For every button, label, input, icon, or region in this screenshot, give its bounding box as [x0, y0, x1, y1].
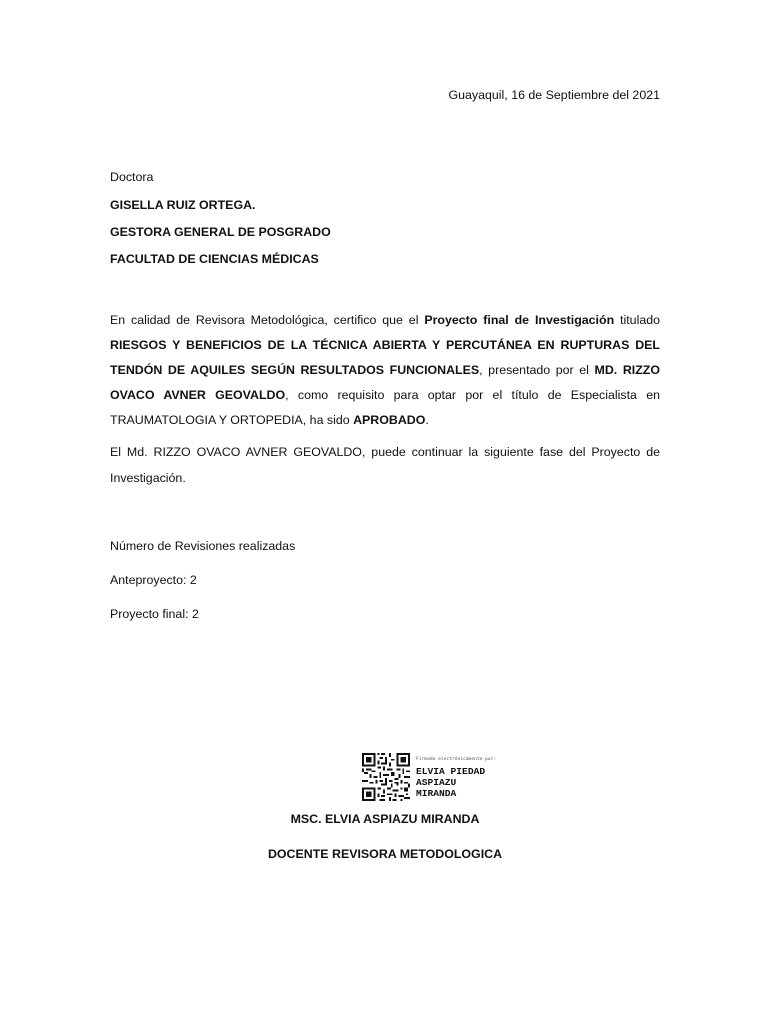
project-type: Proyecto final de Investigación [424, 313, 615, 327]
p1-text-d: , presentado por el [479, 363, 595, 377]
date-line: Guayaquil, 16 de Septiembre del 2021 [448, 88, 660, 102]
p1-text-e: , como requisito para optar por el título de Especialista en TRAUMATOLOGIA Y ORTOPEDIA, ha sido [110, 388, 661, 427]
revisions-proyecto-final: Proyecto final: 2 [110, 607, 199, 621]
signature-name [416, 766, 485, 799]
signature-name-line2: ASPIAZU [416, 777, 457, 788]
certification-paragraph [110, 308, 660, 433]
status-approved: APROBADO [353, 413, 426, 427]
student-name: MD. RIZZO OVACO AVNER GEOVALDO [110, 363, 660, 402]
revisions-heading: Número de Revisiones realizadas [110, 539, 296, 553]
recipient-position: GESTORA GENERAL DE POSGRADO [110, 225, 331, 239]
signer-title: DOCENTE REVISORA METODOLOGICA [267, 847, 503, 861]
recipient-salutation: Doctora [110, 170, 154, 184]
revisions-anteproyecto: Anteproyecto: 2 [110, 573, 197, 587]
p1-text-a: En calidad de Revisora Metodológica, certifico que el [110, 313, 425, 327]
signer-name: MSC. ELVIA ASPIAZU MIRANDA [290, 812, 480, 826]
project-title: RIESGOS Y BENEFICIOS DE LA TÉCNICA ABIERTA Y PERCUTÁNEA EN RUPTURAS DEL TENDÓN DE AQUILES SEGÚN RESULTADOS FUNCIONALES [110, 338, 660, 377]
electronic-signature [362, 753, 512, 801]
signature-name-line3: MIRANDA [416, 788, 457, 799]
signed-by-label: Firmado electrónicamente por: [416, 757, 497, 762]
continuation-paragraph: El Md. RIZZO OVACO AVNER GEOVALDO, puede continuar la siguiente fase del Proyecto de Investigación. [110, 445, 660, 485]
signature-name-line1: ELVIA PIEDAD [416, 766, 486, 777]
p1-text-f: . [425, 413, 429, 427]
recipient-faculty: FACULTAD DE CIENCIAS MÉDICAS [110, 252, 319, 266]
qr-code-icon [362, 753, 410, 801]
recipient-name: GISELLA RUIZ ORTEGA. [110, 198, 256, 212]
p1-text-c: titulado [614, 313, 660, 327]
